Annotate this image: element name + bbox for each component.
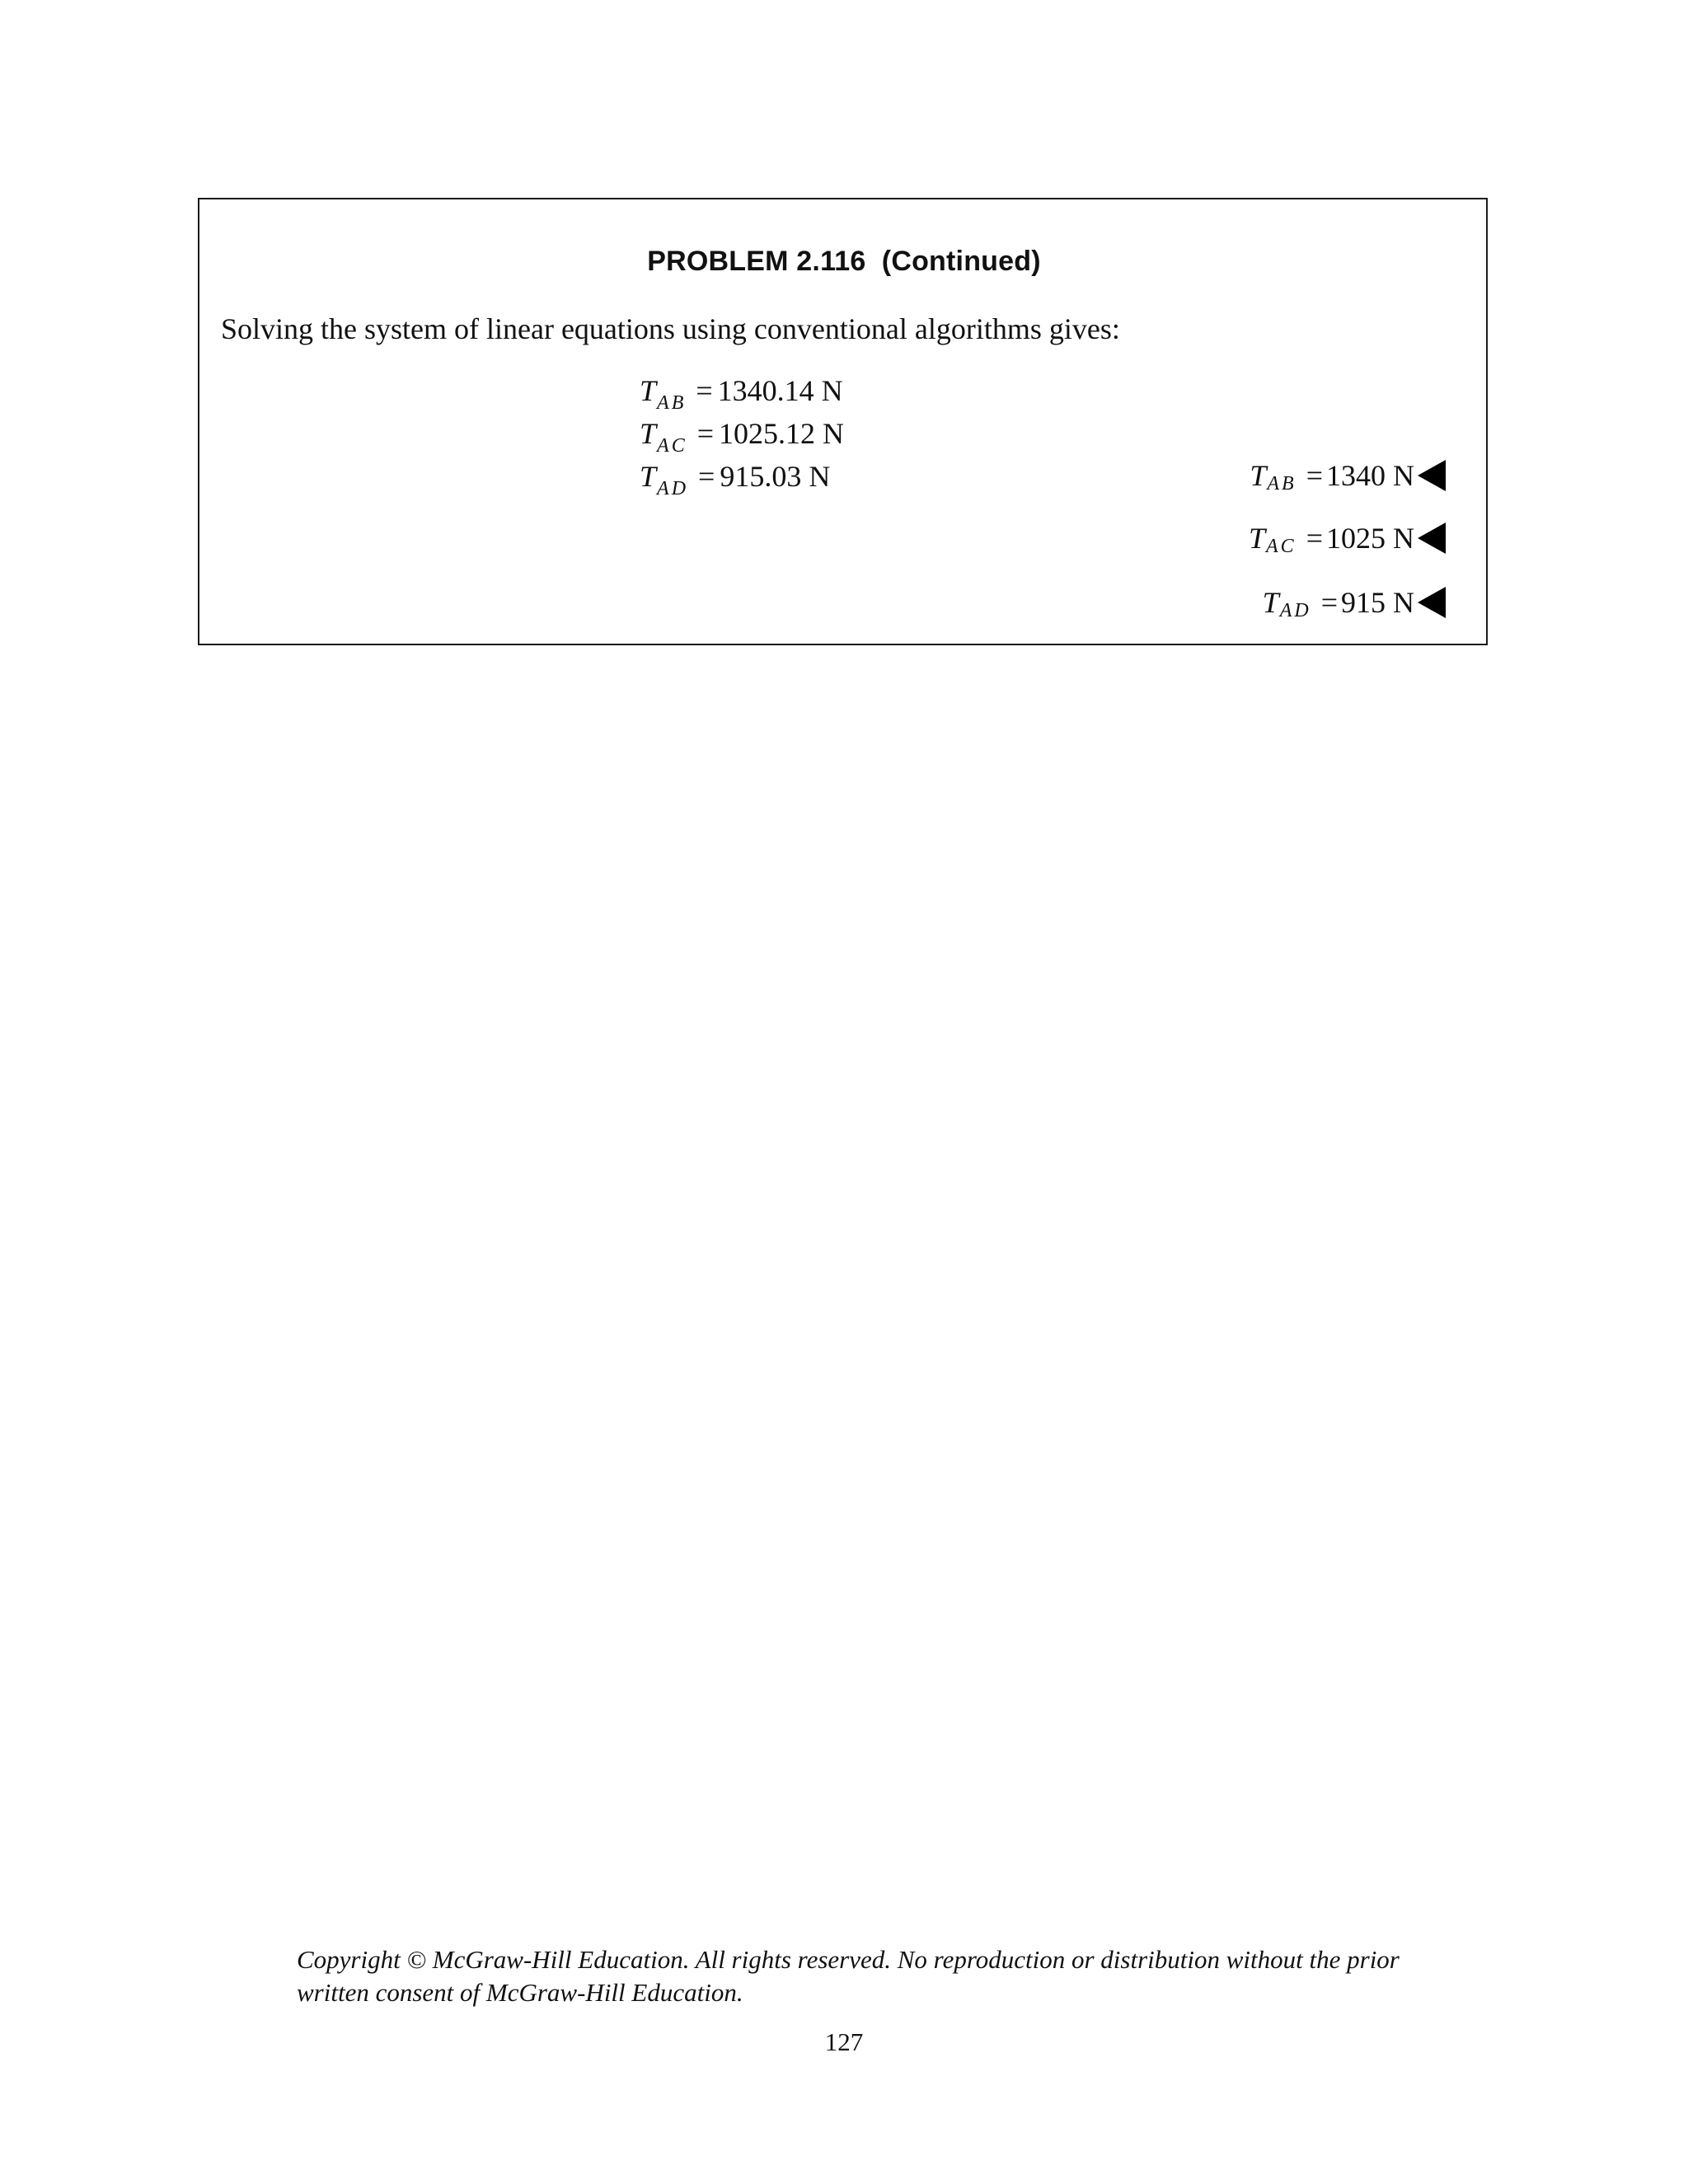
- tension-value: 1340.14 N: [717, 374, 843, 407]
- equals-sign: =: [698, 460, 715, 493]
- solution-equation-tad: [640, 460, 831, 499]
- equals-sign: =: [1320, 586, 1338, 619]
- left-triangle-icon: [1418, 587, 1446, 618]
- left-triangle-icon: [1418, 460, 1446, 491]
- equals-sign: =: [696, 374, 713, 407]
- tension-symbol: T: [640, 374, 657, 407]
- tension-symbol: T: [640, 417, 657, 450]
- page-number: 127: [824, 2027, 864, 2056]
- solution-intro: Solving the system of linear equations using conventional algorithms gives:: [221, 312, 1120, 345]
- tension-symbol: T: [640, 460, 657, 493]
- left-triangle-icon: [1418, 523, 1446, 554]
- answer-value: 915 N: [1341, 586, 1414, 619]
- tension-subscript: AB: [657, 392, 687, 414]
- copyright-notice: Copyright © McGraw-Hill Education. All rights reserved. No reproduction or distribution without the prior written consent of McGraw-Hill Education.: [297, 1945, 1400, 2007]
- answer-value: 1340 N: [1326, 459, 1414, 492]
- equals-sign: =: [1306, 459, 1323, 492]
- tension-subscript: AD: [657, 478, 689, 499]
- tension-subscript: AC: [657, 435, 687, 457]
- tension-symbol: T: [1262, 586, 1279, 619]
- solution-equation-tab: [640, 374, 843, 414]
- tension-subscript: AD: [1279, 600, 1311, 621]
- tension-subscript: AB: [1267, 473, 1296, 494]
- answer-tab: [1250, 459, 1446, 494]
- equals-sign: =: [1306, 522, 1323, 555]
- answer-value: 1025 N: [1326, 522, 1414, 555]
- tension-value: 1025.12 N: [719, 417, 845, 450]
- tension-subscript: AC: [1266, 536, 1296, 557]
- tension-symbol: T: [1248, 522, 1266, 555]
- tension-symbol: T: [1250, 459, 1267, 492]
- equals-sign: =: [696, 417, 715, 450]
- answer-tad: [1262, 586, 1446, 621]
- tension-value: 915.03 N: [720, 460, 831, 493]
- answer-tac: [1248, 522, 1446, 557]
- problem-heading: PROBLEM 2.116 (Continued): [647, 246, 1041, 277]
- solution-equation-tac: [640, 417, 845, 457]
